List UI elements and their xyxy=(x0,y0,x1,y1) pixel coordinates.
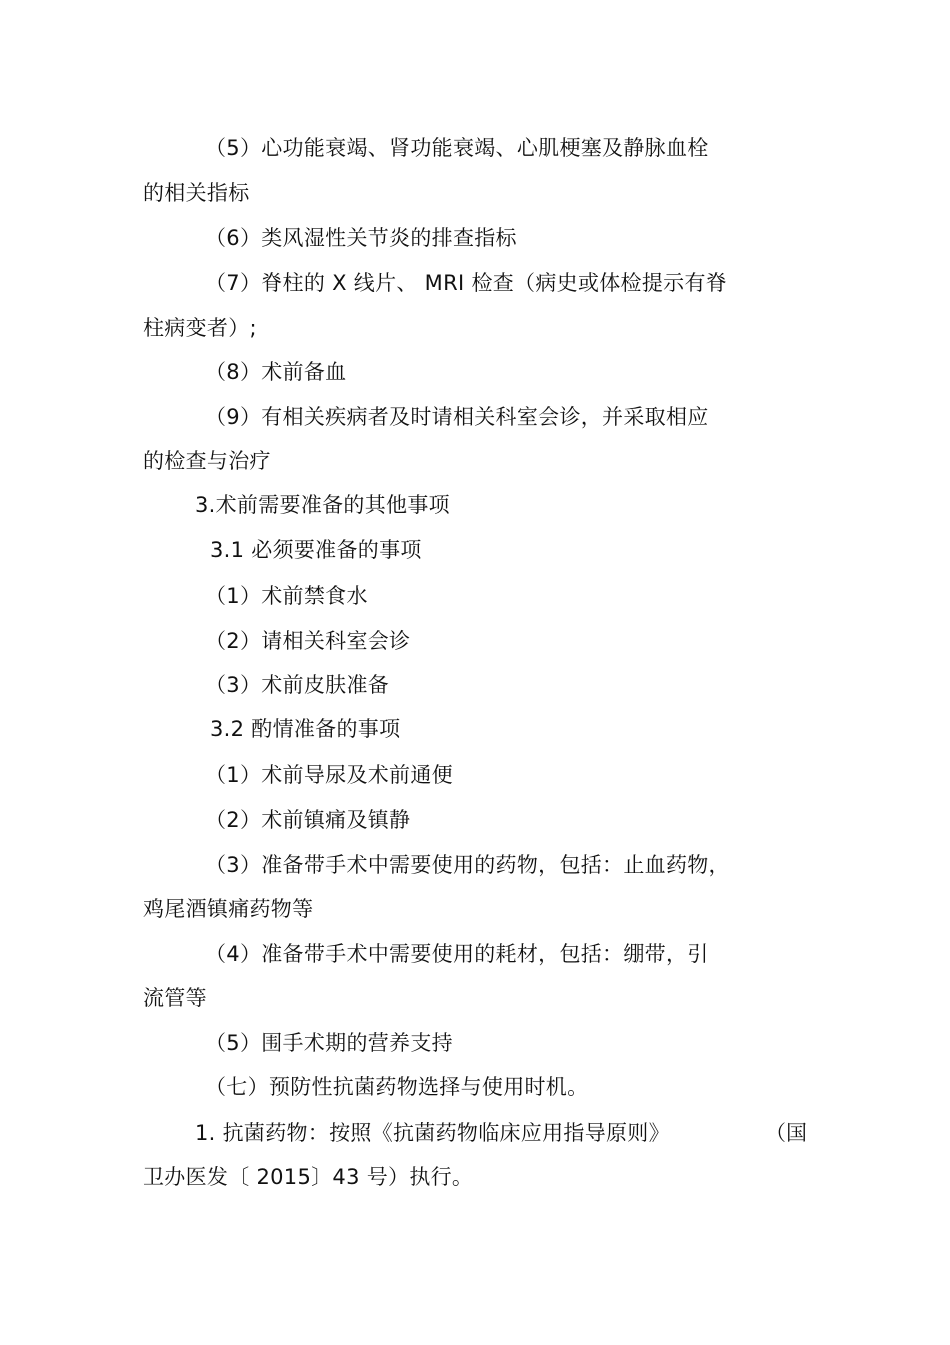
text-line: （8）术前备血 xyxy=(205,360,347,384)
text-line: （2）术前镇痛及镇静 xyxy=(205,808,411,832)
text-line: （2）请相关科室会诊 xyxy=(205,629,411,653)
text-line: 1. 抗菌药物：按照《抗菌药物临床应用指导原则》 xyxy=(195,1121,670,1145)
text-line: （9）有相关疾病者及时请相关科室会诊，并采取相应 xyxy=(205,405,709,429)
text-line: 柱病变者）; xyxy=(143,316,257,340)
text-line: 流管等 xyxy=(143,986,207,1010)
text-line: （6）类风湿性关节炎的排查指标 xyxy=(205,226,517,250)
text-line: （1）术前导尿及术前通便 xyxy=(205,763,453,787)
text-line: 的相关指标 xyxy=(143,181,250,205)
text-line: （3）准备带手术中需要使用的药物，包括：止血药物， xyxy=(205,853,730,877)
subsection-heading: 3.1 必须要准备的事项 xyxy=(210,538,422,562)
text-line-tail: （国 xyxy=(765,1121,807,1145)
text-line: 卫办医发〔 2015〕43 号）执行。 xyxy=(143,1165,474,1189)
text-line: （4）准备带手术中需要使用的耗材，包括：绷带，引 xyxy=(205,942,709,966)
text-line: （3）术前皮肤准备 xyxy=(205,673,390,697)
text-line: （1）术前禁食水 xyxy=(205,584,368,608)
text-line: （7）脊柱的 X 线片、 MRI 检查（病史或体检提示有脊 xyxy=(205,271,728,295)
text-line: （5）围手术期的营养支持 xyxy=(205,1031,453,1055)
section-heading: （七）预防性抗菌药物选择与使用时机。 xyxy=(205,1075,589,1099)
text-line: 的检查与治疗 xyxy=(143,449,271,473)
subsection-heading: 3.2 酌情准备的事项 xyxy=(210,717,401,741)
text-line: （5）心功能衰竭、肾功能衰竭、心肌梗塞及静脉血栓 xyxy=(205,136,709,160)
text-line: 鸡尾酒镇痛药物等 xyxy=(143,897,314,921)
section-heading: 3.术前需要准备的其他事项 xyxy=(195,493,450,517)
